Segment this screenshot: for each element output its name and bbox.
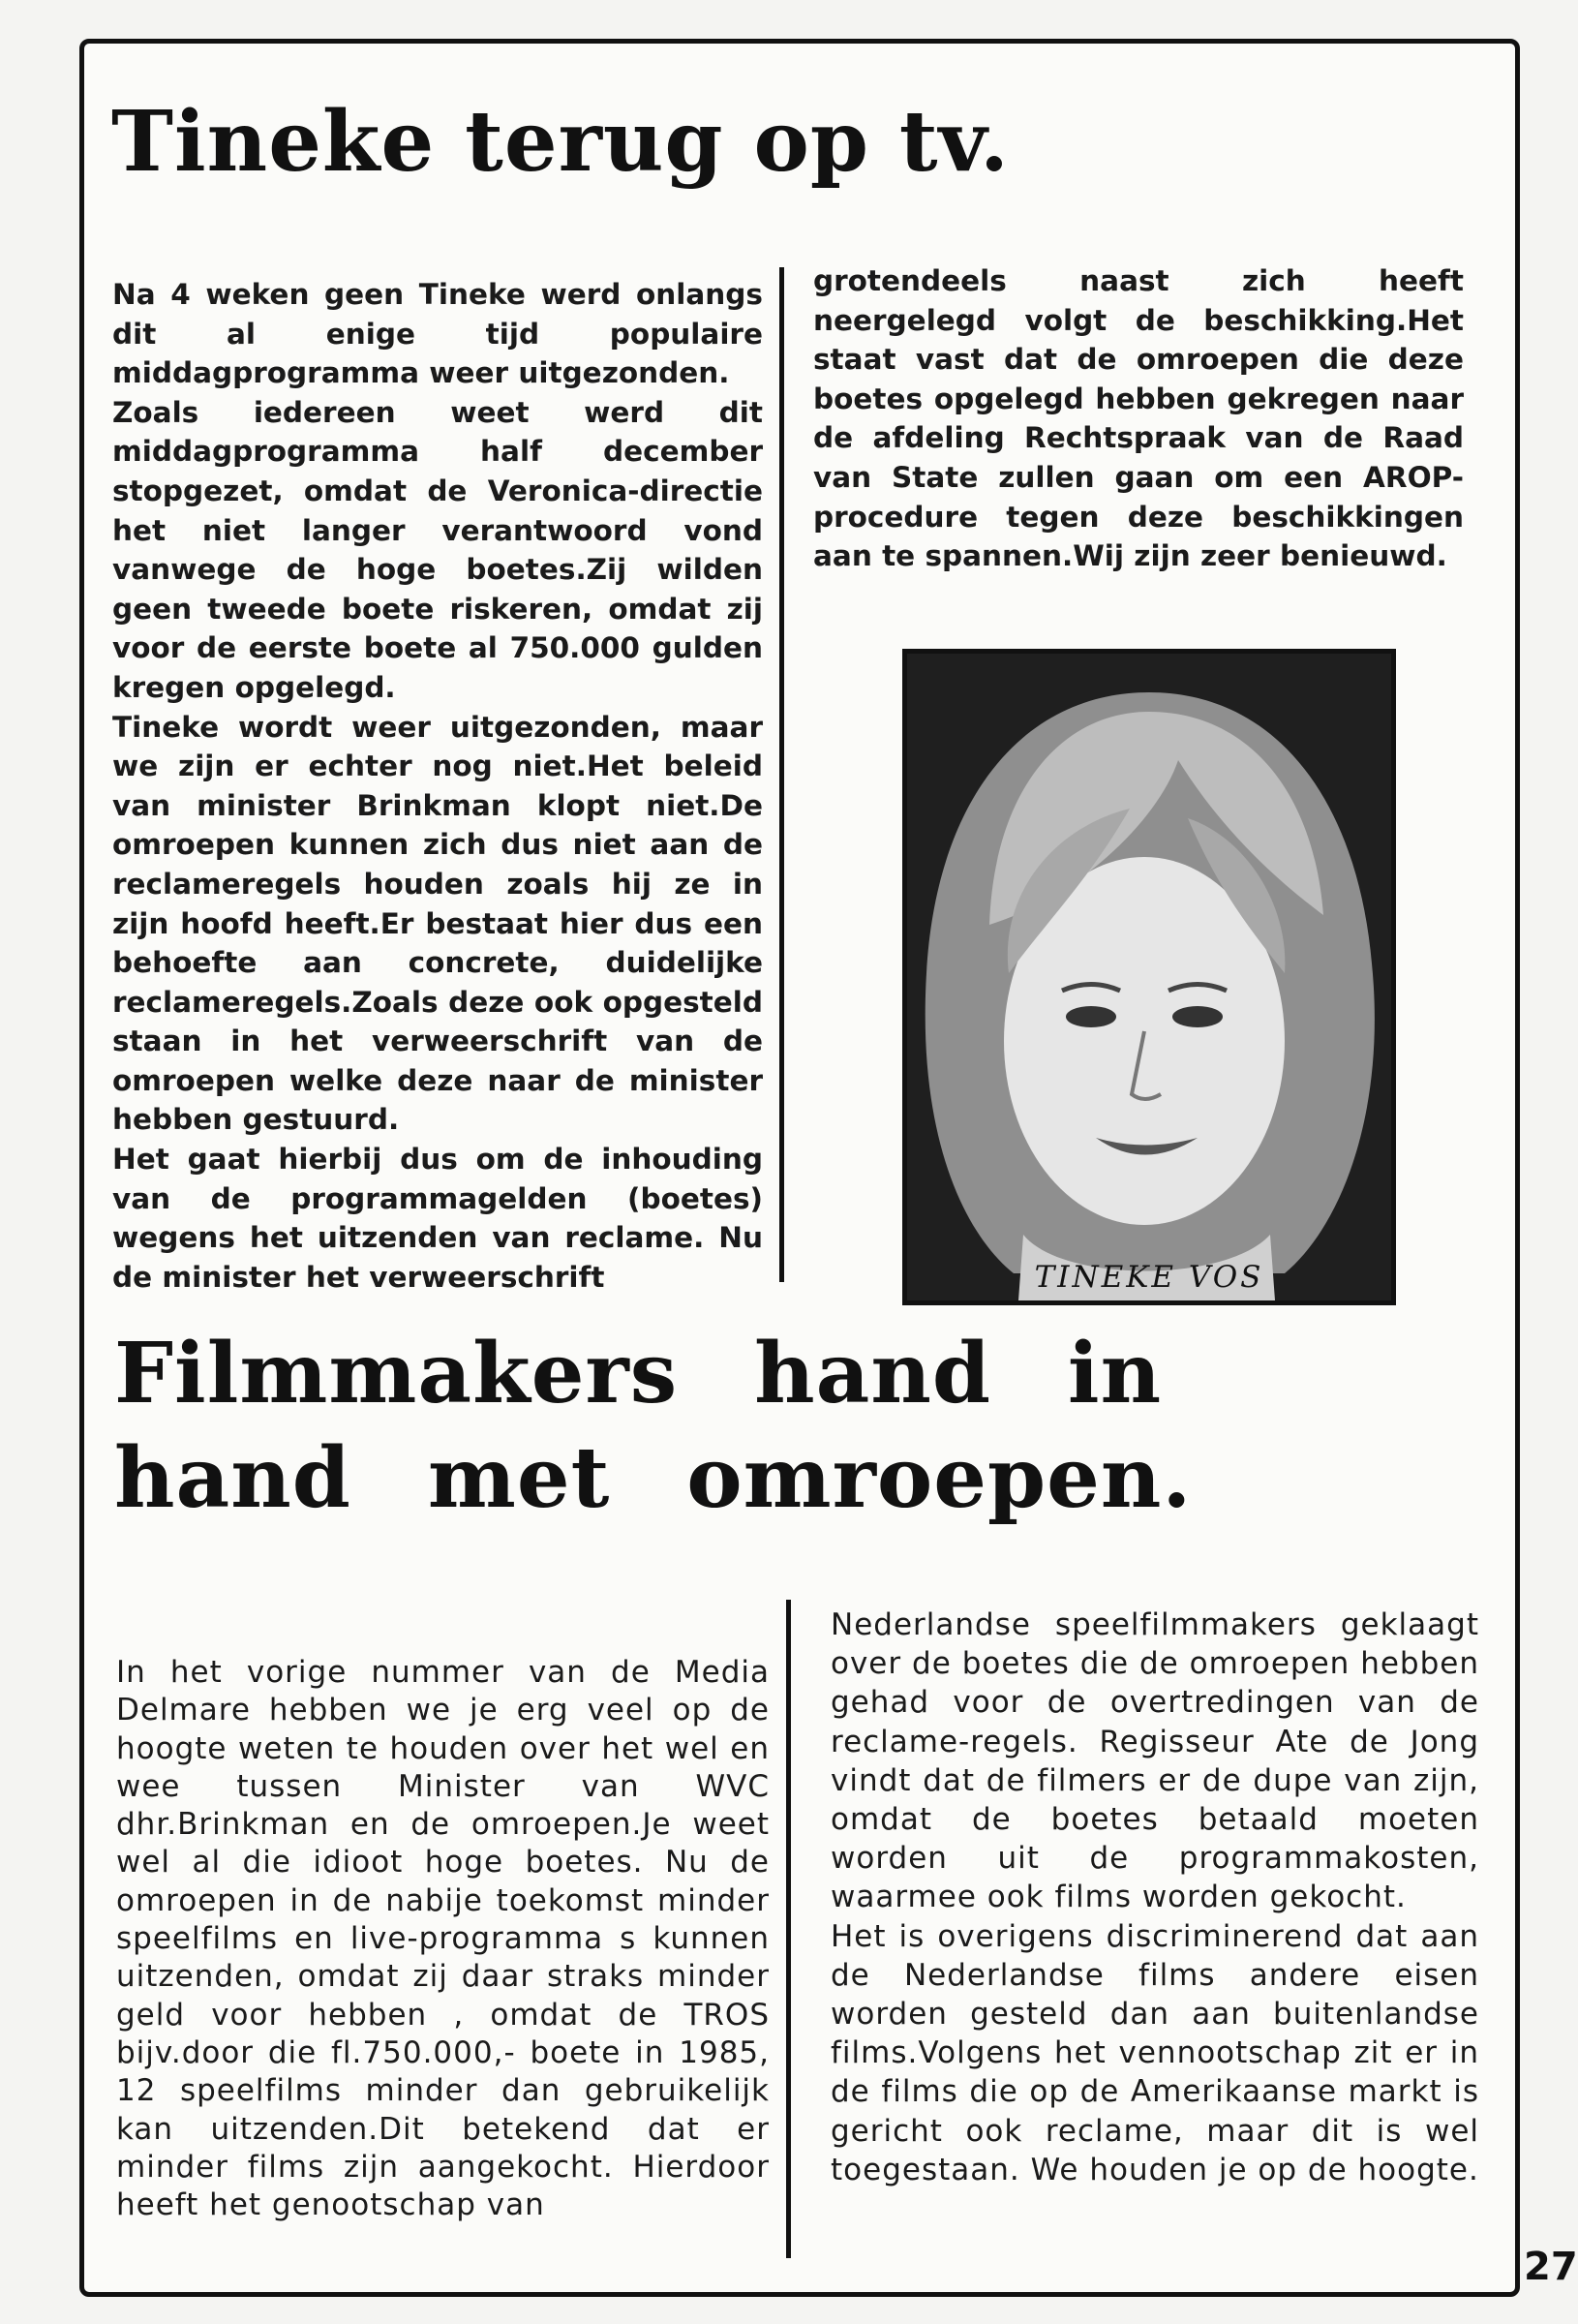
paragraph: Nederlandse speelfilmmakers geklaagt over de boetes die de omroepen hebben gehad voor de overtredingen van de reclame-regels. Regisseur Ate de Jong vindt dat de filmers er de dupe van zijn, omdat de boetes betaald moeten worden uit de programmakosten, waarmee ook films worden gekocht. [831, 1607, 1479, 1915]
article-1-title: Tineke terug op tv. [111, 93, 1010, 191]
photo-caption: TINEKE VOS [1034, 1260, 1264, 1295]
article-1-column-2 [813, 261, 1464, 576]
paragraph: Het is overigens discriminerend dat aan de Nederlandse films andere eisen worden gesteld dan aan buitenlandse films.Volgens het vennootschap zit er in de films die op de Amerikaanse markt is gericht ook reclame, maar dit is wel toegestaan. We houden je op de hoogte. [831, 1918, 1479, 2187]
paragraph: Tineke wordt weer uitgezonden, maar we zijn er echter nog niet.Het beleid van minister Brinkman klopt niet.De omroepen kunnen zich dus niet aan de reclameregels houden zoals hij ze in zijn hoofd heeft.Er bestaat hier dus een behoefte aan concrete, duidelijke reclameregels.Zoals deze ook opgesteld staan in het verweerschrift van de omroepen welke deze naar de minister hebben gestuurd. [112, 710, 763, 1137]
article-2-column-1 [116, 1654, 770, 2224]
paragraph: grotendeels naast zich heeft neergelegd volgt de beschikking.Het staat vast dat de omroepen die deze boetes opgelegd hebben gekregen naar de afdeling Rechtspraak van de Raad van State zullen gaan om een AROP-procedure tegen deze beschikkingen aan te spannen.Wij zijn zeer benieuwd. [813, 264, 1464, 573]
paragraph: In het vorige nummer van de Media Delmare hebben we je erg veel op de hoogte weten te houden over het wel en wee tussen Minister van WVC dhr.Brinkman en de omroepen.Je weet wel al die idioot hoge boetes. Nu de omroepen in de nabije toekomst minder speelfilms en live-programma s kunnen uitzenden, omdat zij daar straks minder geld voor hebben , omdat de TROS bijv.door die fl.750.000,- boete in 1985, 12 speelfilms minder dan gebruikelijk kan uitzenden.Dit betekend dat er minder films zijn aangekocht. Hierdoor heeft het genootschap van [116, 1655, 770, 2223]
paragraph: Het gaat hierbij dus om de inhouding van de programmagelden (boetes) wegens het uitzenden van reclame. Nu de minister het verweerschrift [112, 1143, 763, 1294]
portrait-photo [902, 649, 1396, 1305]
paragraph: Na 4 weken geen Tineke werd onlangs dit al enige tijd populaire middagprogramma weer uitgezonden. [112, 278, 763, 390]
page-number: 27 [1524, 2245, 1578, 2289]
article-1-column-1 [112, 275, 763, 1297]
article-2-title: Filmmakers hand in hand met omroepen. [114, 1325, 1193, 1527]
article-2-column-2 [831, 1605, 1479, 2189]
column-divider [779, 267, 784, 1282]
portrait-illustration [907, 654, 1391, 1300]
column-divider [786, 1600, 791, 2258]
paragraph: Zoals iedereen weet werd dit middagprogramma half december stopgezet, omdat de Veronica-directie het niet langer verantwoord vond vanwege de hoge boetes.Zij wilden geen tweede boete riskeren, omdat zij voor de eerste boete al 750.000 gulden kregen opgelegd. [112, 395, 763, 704]
